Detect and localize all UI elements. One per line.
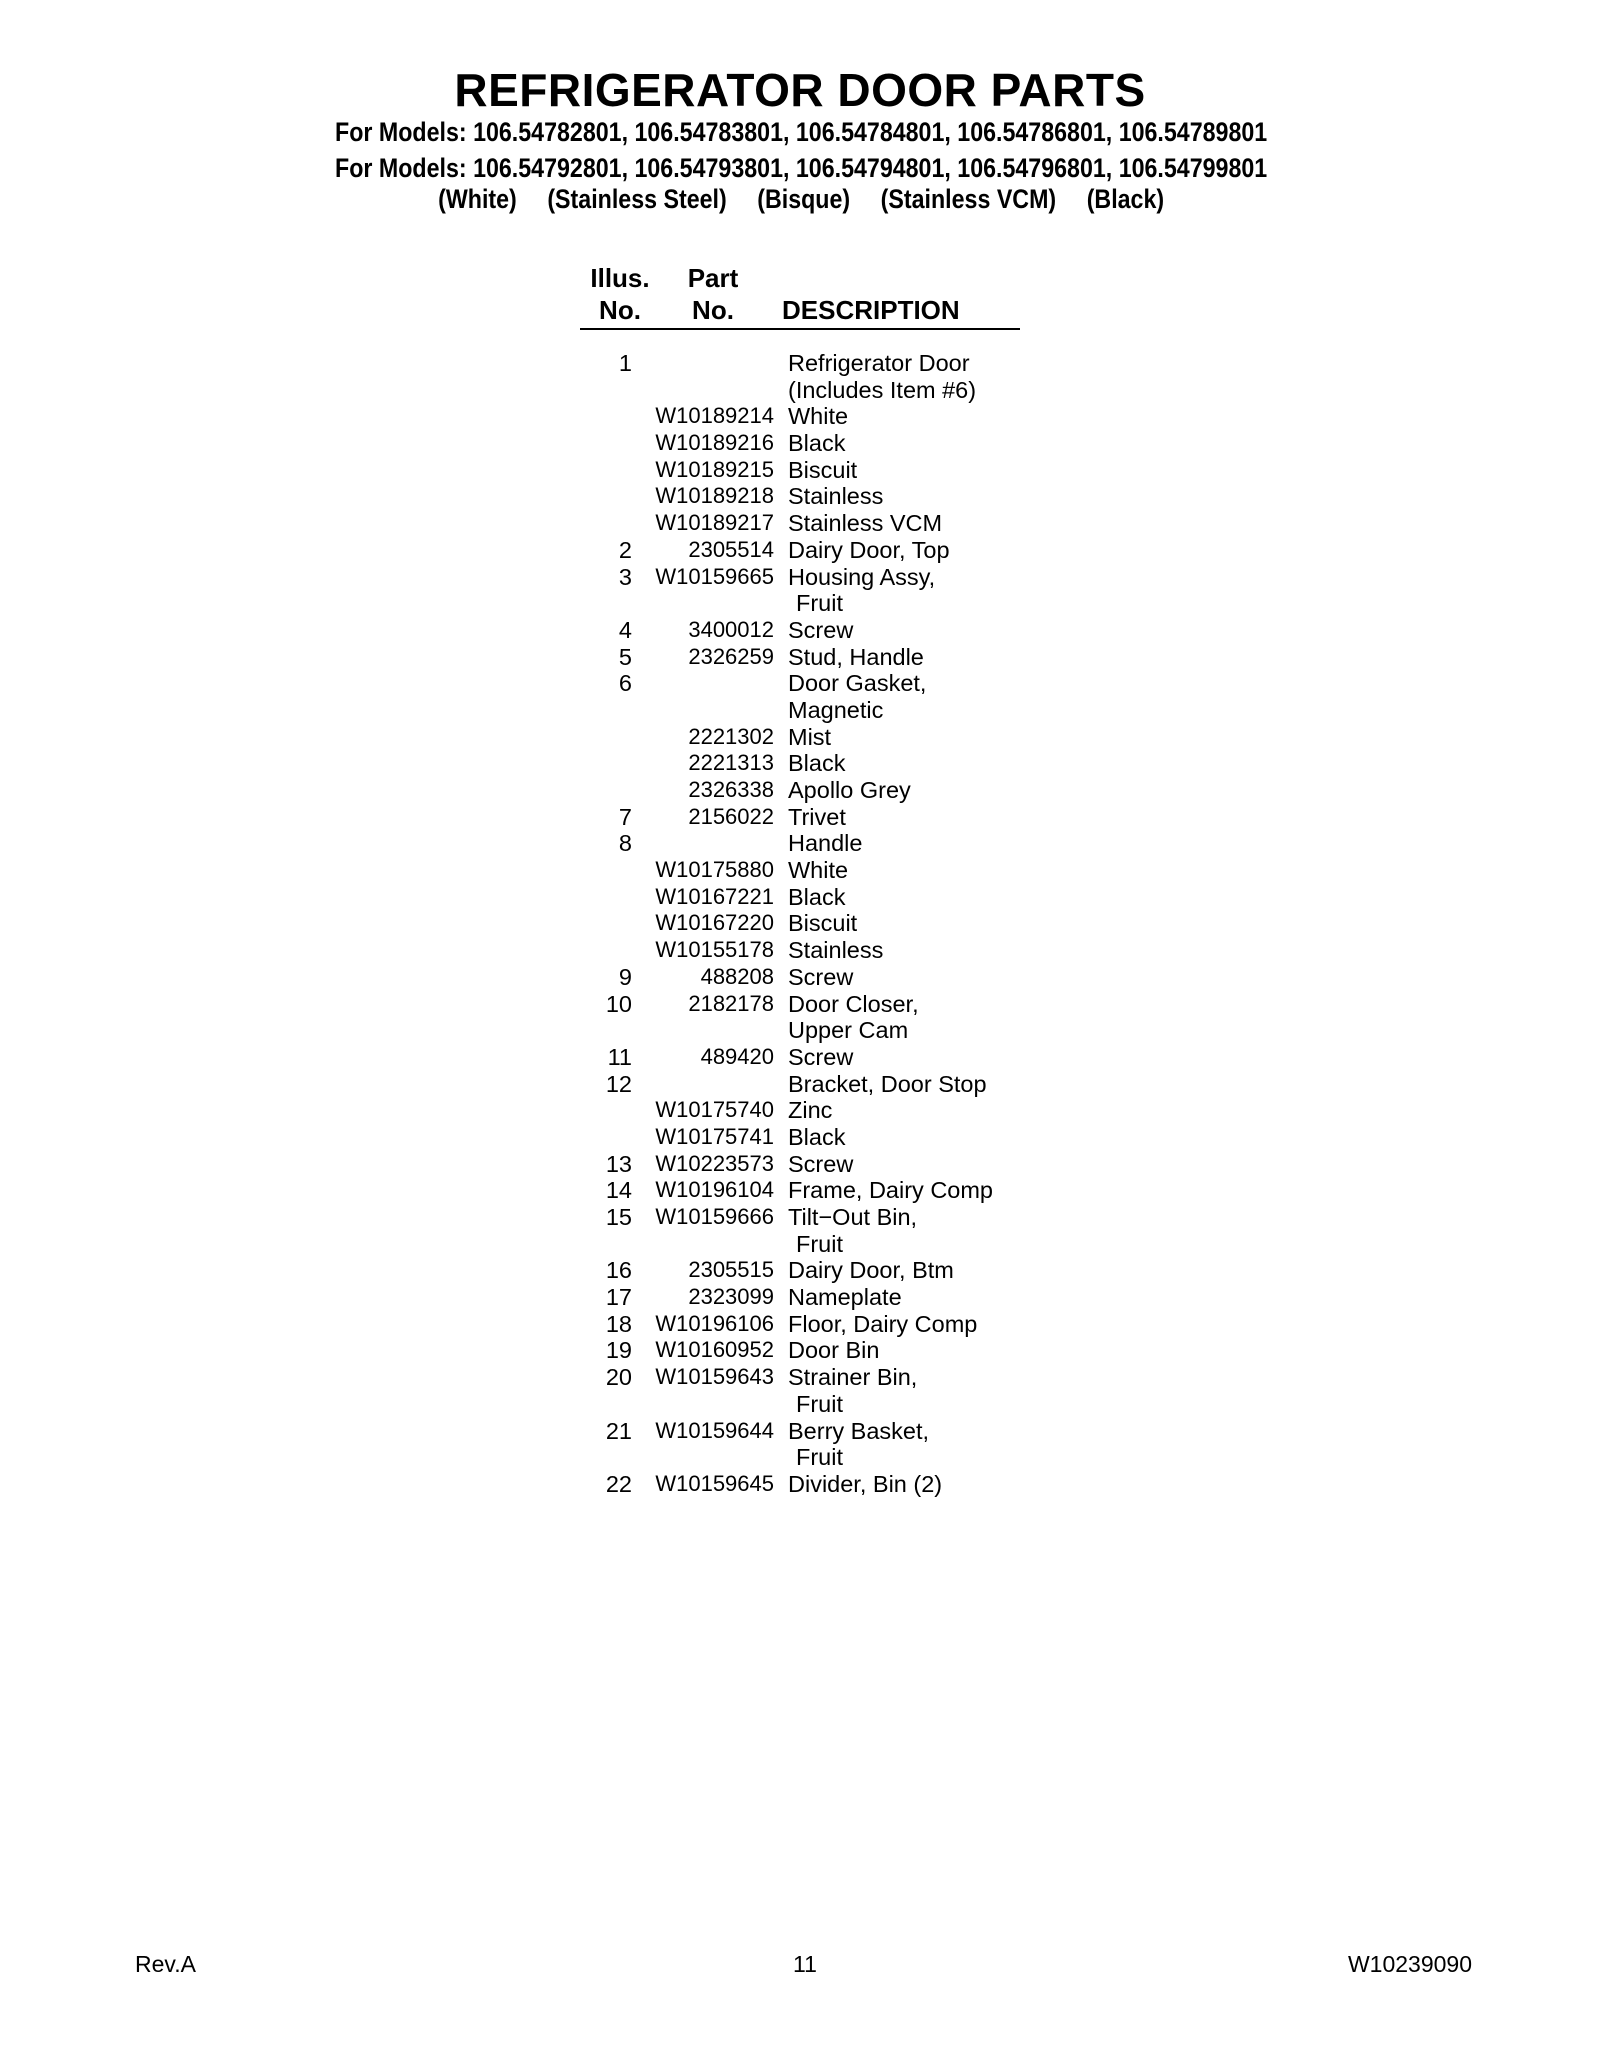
illus-no-cell: 14 [605, 1177, 632, 1204]
illus-no-cell: 18 [605, 1310, 632, 1337]
illus-no-cell: 9 [618, 963, 632, 990]
illus-no-cell: 6 [618, 670, 632, 697]
table-row [580, 1284, 1020, 1311]
table-row [580, 670, 1020, 697]
table-row [580, 377, 1020, 404]
illus-no-cell: 13 [605, 1150, 632, 1177]
description-cell: Frame, Dairy Comp [788, 1177, 994, 1204]
description-cell: Dairy Door, Btm [788, 1257, 954, 1284]
table-row [580, 884, 1020, 911]
part-no-cell: W10189216 [655, 430, 774, 456]
description-cell: Apollo Grey [788, 777, 911, 803]
part-no-cell: 489420 [700, 1043, 774, 1069]
illus-no-cell: 21 [605, 1417, 632, 1444]
part-no-cell: W10160952 [655, 1337, 774, 1363]
part-no-cell: W10223573 [655, 1150, 774, 1176]
description-cell: Stainless [788, 483, 884, 510]
footer-page-number: 11 [793, 1951, 817, 1977]
description-cell: Screw [788, 963, 854, 990]
part-no-cell: 2221302 [688, 723, 774, 749]
models-line-1: For Models: 106.54782801, 106.54783801, 106.54784801, 106.54786801, 106.54789801 [335, 117, 1268, 147]
variant-white: (White) [438, 184, 517, 214]
illus-no-cell: 1 [618, 350, 632, 376]
description-cell: Black [788, 750, 846, 777]
footer-revision: Rev.A [135, 1951, 196, 1977]
variant-stainless-vcm: (Stainless VCM) [880, 184, 1057, 214]
table-row [580, 1017, 1020, 1044]
description-cell: Handle [788, 830, 863, 857]
table-row [580, 350, 1020, 377]
table-row [580, 1204, 1020, 1231]
part-no-cell: W10155178 [655, 937, 774, 963]
part-no-cell: W10167221 [655, 883, 774, 909]
part-no-cell: 2323099 [688, 1284, 774, 1310]
table-row [580, 1311, 1020, 1338]
description-cell: White [788, 857, 849, 884]
header-illus-no-label: No. [599, 295, 641, 325]
table-row [580, 724, 1020, 751]
table-row [580, 964, 1020, 991]
description-cell: Magnetic [788, 696, 884, 723]
header-part-no [658, 262, 768, 326]
description-cell: White [788, 403, 849, 430]
illus-no-cell: 17 [605, 1284, 632, 1311]
header-part-no-label: No. [692, 295, 734, 325]
part-no-cell: 2156022 [688, 803, 774, 829]
description-cell: Trivet [788, 803, 846, 830]
part-no-cell: W10189214 [655, 403, 774, 429]
table-row [580, 617, 1020, 644]
illus-no-cell: 20 [605, 1364, 632, 1391]
parts-table-header [580, 258, 1020, 330]
description-cell: Stainless VCM [788, 510, 943, 537]
part-no-cell: W10189218 [655, 483, 774, 509]
illus-no-cell: 4 [618, 616, 632, 643]
illus-no-cell: 19 [605, 1337, 632, 1364]
illus-no-cell: 12 [605, 1070, 632, 1097]
table-row [580, 537, 1020, 564]
description-cell: Black [788, 883, 846, 910]
table-row [580, 1391, 1020, 1418]
description-cell: Berry Basket, [788, 1417, 930, 1444]
description-cell: Black [788, 430, 846, 457]
table-row [580, 590, 1020, 617]
table-row [580, 910, 1020, 937]
header-description: DESCRIPTION [782, 295, 960, 325]
description-cell: Fruit [796, 1390, 843, 1417]
part-no-cell: W10196106 [655, 1310, 774, 1336]
description-cell: Black [788, 1123, 846, 1150]
header-part-label: Part [687, 263, 739, 293]
description-cell: Screw [788, 616, 854, 643]
illus-no-cell: 3 [618, 563, 632, 590]
description-cell: Zinc [788, 1097, 833, 1124]
variant-bisque: (Bisque) [757, 184, 851, 214]
table-row [580, 1044, 1020, 1071]
part-no-cell: W10189217 [655, 510, 774, 536]
table-row [580, 1471, 1020, 1498]
part-no-cell: 2305514 [688, 536, 774, 562]
table-row [580, 830, 1020, 857]
part-no-cell: 488208 [700, 963, 774, 989]
parts-table [580, 258, 1020, 1498]
page-title: REFRIGERATOR DOOR PARTS [454, 64, 1146, 116]
table-row [580, 1097, 1020, 1124]
illus-no-cell: 11 [607, 1043, 632, 1070]
table-row [580, 1124, 1020, 1151]
description-cell: Bracket, Door Stop [788, 1070, 987, 1097]
description-cell: Stud, Handle [788, 643, 924, 670]
table-row [580, 1364, 1020, 1391]
part-no-cell: 2326338 [688, 777, 774, 802]
header-illus-label: Illus. [590, 263, 650, 293]
table-row [580, 697, 1020, 724]
table-row [580, 991, 1020, 1018]
table-row [580, 430, 1020, 457]
description-cell: Dairy Door, Top [788, 536, 950, 563]
illus-no-cell: 15 [605, 1204, 632, 1230]
description-cell: Mist [788, 723, 832, 750]
description-cell: Biscuit [788, 910, 858, 937]
part-no-cell: W10175880 [655, 857, 774, 883]
header-illus-no [580, 262, 660, 326]
illus-no-cell: 7 [618, 803, 632, 830]
illus-no-cell: 10 [605, 990, 632, 1017]
table-row [580, 1337, 1020, 1364]
description-cell: Nameplate [788, 1284, 902, 1311]
description-cell: Refrigerator Door [788, 350, 970, 376]
table-row [580, 804, 1020, 831]
table-row [580, 1151, 1020, 1178]
variant-black: (Black) [1086, 184, 1165, 214]
part-no-cell: 2305515 [688, 1257, 774, 1283]
table-row [580, 1071, 1020, 1098]
table-row [580, 1177, 1020, 1204]
table-row [580, 1257, 1020, 1284]
table-row [580, 1418, 1020, 1445]
part-no-cell: 2221313 [688, 750, 774, 776]
table-row [580, 403, 1020, 430]
description-cell: Tilt−Out Bin, [788, 1204, 918, 1230]
description-cell: Fruit [796, 590, 843, 617]
table-row [580, 777, 1020, 804]
table-row [580, 1444, 1020, 1471]
part-no-cell: 2326259 [688, 643, 774, 669]
illus-no-cell: 8 [618, 830, 632, 857]
description-cell: Upper Cam [788, 1017, 909, 1044]
description-cell: Fruit [796, 1230, 843, 1257]
parts-table-body [580, 350, 1020, 1498]
part-no-cell: W10159644 [655, 1417, 774, 1443]
table-row [580, 937, 1020, 964]
description-cell: Housing Assy, [788, 563, 936, 590]
part-no-cell: W10159645 [655, 1470, 774, 1496]
description-cell: Door Closer, [788, 990, 919, 1017]
table-row [580, 750, 1020, 777]
part-no-cell: W10175741 [655, 1123, 774, 1149]
part-no-cell: W10159666 [655, 1204, 774, 1229]
illus-no-cell: 22 [605, 1470, 632, 1497]
part-no-cell: W10159665 [655, 563, 774, 589]
part-no-cell: 2182178 [688, 990, 774, 1016]
description-cell: Divider, Bin (2) [788, 1470, 943, 1497]
illus-no-cell: 16 [605, 1257, 632, 1284]
description-cell: Door Gasket, [788, 670, 927, 697]
footer-doc-number: W10239090 [1347, 1951, 1472, 1977]
part-no-cell: W10196104 [655, 1177, 774, 1203]
part-no-cell: W10159643 [655, 1364, 774, 1390]
part-no-cell: W10175740 [655, 1097, 774, 1123]
illus-no-cell: 2 [618, 536, 632, 563]
color-variants [113, 182, 1489, 216]
variant-stainless-steel: (Stainless Steel) [547, 184, 727, 214]
table-row [580, 564, 1020, 591]
description-cell: Stainless [788, 937, 884, 964]
part-no-cell: 3400012 [688, 616, 774, 642]
description-cell: Strainer Bin, [788, 1364, 918, 1391]
description-cell: Fruit [796, 1444, 843, 1471]
description-cell: Door Bin [788, 1337, 880, 1364]
table-row [580, 1231, 1020, 1258]
table-row [580, 510, 1020, 537]
table-row [580, 457, 1020, 484]
table-row [580, 483, 1020, 510]
description-cell: Screw [788, 1150, 854, 1177]
table-row [580, 857, 1020, 884]
models-line-2: For Models: 106.54792801, 106.54793801, 106.54794801, 106.54796801, 106.54799801 [335, 153, 1268, 183]
description-cell: Floor, Dairy Comp [788, 1310, 978, 1337]
part-no-cell: W10167220 [655, 910, 774, 936]
table-row [580, 644, 1020, 671]
part-no-cell: W10189215 [655, 456, 774, 482]
description-cell: (Includes Item #6) [788, 376, 977, 403]
illus-no-cell: 5 [618, 643, 632, 670]
description-cell: Screw [788, 1043, 854, 1070]
description-cell: Biscuit [788, 456, 858, 483]
